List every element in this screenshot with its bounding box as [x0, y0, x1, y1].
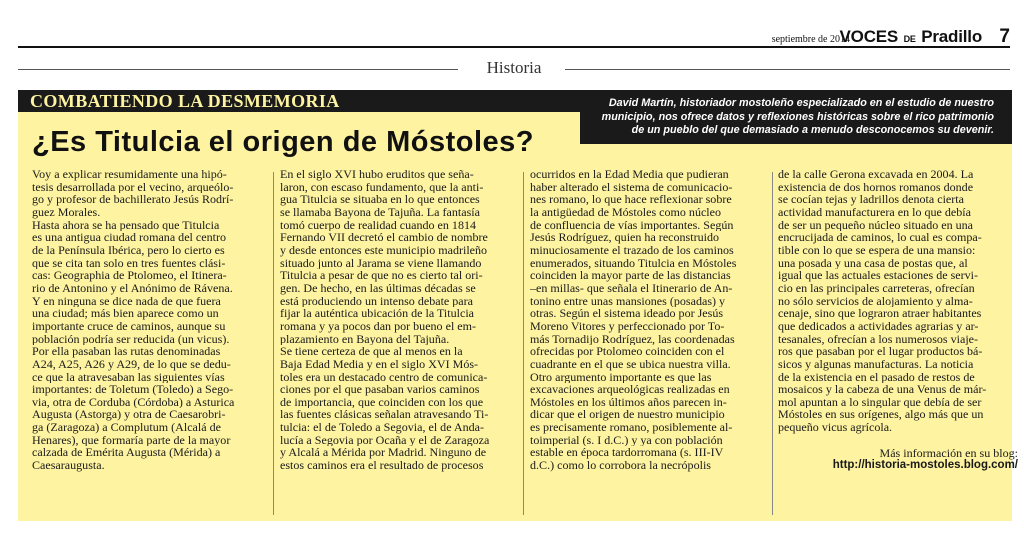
- kicker-bar: [18, 90, 580, 112]
- text-line: gen. De hecho, en las últimas décadas se: [280, 281, 476, 295]
- text-line: enumerados, situando Titulcia en Móstoles: [530, 256, 737, 270]
- text-line: toimperial (s. I d.C.) y ya con población: [530, 433, 723, 447]
- brand-pradillo: Pradillo: [921, 27, 982, 46]
- text-line: de la existencia en el pasado de restos de: [778, 370, 975, 384]
- text-line: Henares), que formaría parte de la mayor: [32, 433, 231, 447]
- text-line: sicos y algunas manufacturas. La noticia: [778, 357, 974, 371]
- article-column-3: [530, 168, 766, 521]
- text-line: gua Titulcia se situaba en lo que entonces: [280, 193, 480, 206]
- text-line: población podría ser reducida (un vicus).: [32, 332, 230, 346]
- text-line: Caesaraugusta.: [32, 459, 105, 472]
- article-deck: [580, 90, 1012, 144]
- brand-voces: VOCES: [839, 27, 899, 46]
- article-box: [18, 90, 1018, 521]
- section-label: Historia: [477, 58, 552, 77]
- text-line: igual que las actuales estaciones de servi-: [778, 269, 979, 282]
- text-line: via, otra de Corduba (Córdoba) a Asturica: [32, 395, 235, 409]
- kicker-text: COMBATIENDO LA DESMEMORIA: [30, 91, 340, 111]
- text-line: que se cita tan solo en tres fuentes clási-: [32, 256, 226, 270]
- column-divider: [772, 172, 773, 515]
- text-line: ga (Zaragoza) a Complutum (Alcalá de: [32, 421, 221, 434]
- text-line: Baja Edad Media y en el siglo XVI Mós-: [280, 357, 479, 371]
- text-line: que dedicados a actividades agrarias y ar-: [778, 319, 979, 333]
- text-line: actividad manufacturera en lo que debía: [778, 205, 971, 219]
- text-line: tomó cuerpo de realidad cuando en 1814: [280, 218, 477, 232]
- section-header: [18, 56, 1010, 82]
- text-line: –en millas- que señala el Itinerario de An-: [530, 281, 733, 295]
- text-line: Titulcia a pesar de que no es cierto tal ori-: [280, 269, 483, 282]
- brand-de: DE: [903, 34, 916, 44]
- text-line: de confluencia de vías importantes. Según: [530, 218, 734, 232]
- text-line: A24, A25, A26 y A29, de lo que se dedu-: [32, 357, 231, 371]
- text-line: Por ella pasaban las rutas denominadas: [32, 345, 221, 358]
- text-line: ocurridos en la Edad Media que pudieran: [530, 168, 729, 181]
- blog-link[interactable]: http://historia-mostoles.blog.com/: [832, 459, 1018, 472]
- text-line: Hasta ahora se ha pensado que Titulcia: [32, 218, 220, 232]
- text-line: tonino entre unas mansiones (posadas) y: [530, 294, 726, 308]
- text-line: plazamiento en Bayona del Tajuña.: [280, 332, 450, 346]
- text-line: ciones por el que pasaban varios caminos: [280, 383, 480, 396]
- text-line: cuadrante en el que se ubica nuestra villa.: [530, 357, 731, 371]
- text-line: es precisamente romano, posiblemente al-: [530, 421, 733, 434]
- text-line: Fernando VII decretó el cambio de nombre: [280, 231, 488, 244]
- text-line: tible con lo que se espera de una mansio:: [778, 243, 976, 257]
- column-4-text: [778, 168, 1018, 434]
- text-line: una posada y una casa de postas que, al: [778, 256, 968, 270]
- text-line: mosaicos y la cabeza de una Venus de már-: [778, 383, 987, 396]
- text-line: guez Morales.: [32, 205, 101, 219]
- text-line: otras. Según el sistema ideado por Jesús: [530, 307, 724, 320]
- text-line: cio en las principales carreteras, ofrecían: [778, 281, 975, 295]
- text-line: ros que pasaban por el lugar productos bá-: [778, 345, 983, 358]
- text-line: y Alcalá a Mérida por Madrid. Ninguno de: [280, 446, 487, 460]
- text-line: dicar que el origen de nuestro municipio: [530, 408, 725, 422]
- deck-line: de un pueblo del que demasiado a menudo desconocemos su devenir.: [631, 124, 994, 136]
- newspaper-brand: [840, 27, 982, 47]
- text-line: d.C.) como lo corrobora la necrópolis: [530, 459, 711, 472]
- text-line: Moreno Vitores y perfeccionado por To-: [530, 319, 725, 333]
- column-divider: [273, 172, 274, 515]
- text-line: romana y ya pocos dan por bueno el em-: [280, 319, 477, 333]
- text-line: Móstoles en sus orígenes, algo más que un: [778, 408, 984, 422]
- text-line: lucía a Segovia por Ocaña y el de Zaragoza: [280, 433, 490, 447]
- text-line: mol apuntan a lo singular que debía de ser: [778, 395, 982, 409]
- text-line: go y profesor de bachillerato Jesús Rodrí-: [32, 193, 234, 206]
- more-info-label: Más información en su blog:: [879, 445, 1018, 460]
- text-line: la antigüedad de Móstoles como núcleo: [530, 205, 722, 219]
- text-line: Voy a explicar resumidamente una hipó-: [32, 168, 227, 181]
- text-line: una ciudad; más bien aparece como un: [32, 307, 219, 320]
- text-line: de importancia, que coinciden con los que: [280, 395, 484, 409]
- text-line: de la Península Ibérica, pero lo cierto es: [32, 243, 225, 257]
- text-line: minuciosamente el trazado de los caminos: [530, 243, 734, 257]
- text-line: nes romano, lo que hace reflexionar sobre: [530, 193, 732, 206]
- text-line: importantes: de Toletum (Toledo) a Sego-: [32, 383, 234, 396]
- text-line: tesanales, ofrecían a los numerosos viaje-: [778, 332, 979, 346]
- text-line: no sólo servicios de alojamiento y alma-: [778, 294, 973, 308]
- text-line: está produciendo un intenso debate para: [280, 294, 474, 308]
- text-line: se llamaba Bayona de Tajuña. La fantasía: [280, 205, 480, 219]
- text-line: tesis desarrollada por el vecino, arqueólo-: [32, 180, 234, 194]
- page-number: 7: [999, 26, 1010, 47]
- article-column-1: [32, 168, 268, 521]
- text-line: más Tornadijo Rodríguez, las coordenadas: [530, 332, 735, 346]
- text-line: laron, con escaso fundamento, que la anti-: [280, 180, 484, 194]
- text-line: calzada de Emérita Augusta (Mérida) a: [32, 446, 221, 460]
- text-line: haber alterado el sistema de comunicacio-: [530, 180, 733, 194]
- text-line: las fuentes clásicas señalan atravesando Ti-: [280, 408, 489, 422]
- text-line: tulcia: el de Toledo a Segovia, el de Anda-: [280, 421, 485, 434]
- text-line: En el siglo XVI hubo eruditos que seña-: [280, 168, 474, 181]
- text-line: cenaje, sino que lograron atraer habitantes: [778, 307, 982, 320]
- article-headline: ¿Es Titulcia el origen de Móstoles?: [32, 126, 535, 158]
- text-line: ce que la atravesaban las siguientes vías: [32, 370, 225, 384]
- text-line: Jesús Rodríguez, quien ha reconstruido: [530, 231, 720, 244]
- text-line: estable en época tardorromana (s. III-IV: [530, 446, 724, 460]
- page-header: [18, 26, 1010, 48]
- text-line: fijar la auténtica ubicación de la Titulcia: [280, 307, 475, 320]
- text-line: Augusta (Astorga) y otra de Caesarobri-: [32, 408, 226, 422]
- issue-date: septiembre de 2014: [771, 34, 850, 45]
- text-line: de ser un pequeño núcleo situado en una: [778, 218, 974, 232]
- text-line: Y en ninguna se dice nada de que fuera: [32, 294, 221, 308]
- text-line: importante cruce de caminos, aunque su: [32, 319, 226, 333]
- deck-line: municipio, nos ofrece datos y reflexiones históricas sobre el rico patrimonio: [601, 110, 994, 123]
- text-line: ofrecidas por Ptolomeo coinciden con el: [530, 345, 725, 358]
- text-line: toles era un destacado centro de comunica-: [280, 370, 488, 384]
- text-line: situado junto al Jarama se viene llamando: [280, 256, 482, 270]
- text-line: pequeño vicus agrícola.: [778, 421, 893, 434]
- text-line: excavaciones arqueológicas realizadas en: [530, 383, 730, 396]
- text-line: es una antigua ciudad romana del centro: [32, 231, 227, 244]
- text-line: existencia de dos hornos romanos donde: [778, 180, 974, 194]
- text-line: de la calle Gerona excavada en 2004. La: [778, 168, 974, 181]
- article-column-4: [778, 168, 1018, 521]
- text-line: estos caminos era el resultado de procesos: [280, 459, 484, 472]
- text-line: y desde entonces este municipio madrileño: [280, 243, 488, 257]
- text-line: encrucijada de caminos, lo cual es compa-: [778, 231, 982, 244]
- text-line: se cocían tejas y ladrillos denota cierta: [778, 193, 964, 206]
- text-line: rio de Antonino y el Anónimo de Rávena.: [32, 281, 233, 295]
- text-line: coinciden la mayor parte de las distancias: [530, 269, 731, 282]
- column-divider: [523, 172, 524, 515]
- text-line: cas: Geographia de Ptolomeo, el Itinera-: [32, 269, 227, 282]
- text-line: Otro argumento importante es que las: [530, 370, 712, 384]
- article-body: [18, 168, 1018, 521]
- text-line: Móstoles en los últimos años parecen in-: [530, 395, 727, 409]
- text-line: Se tiene certeza de que al menos en la: [280, 345, 463, 358]
- deck-line: David Martín, historiador mostoleño especializado en el estudio de nuestro: [608, 97, 994, 109]
- article-column-2: [280, 168, 516, 521]
